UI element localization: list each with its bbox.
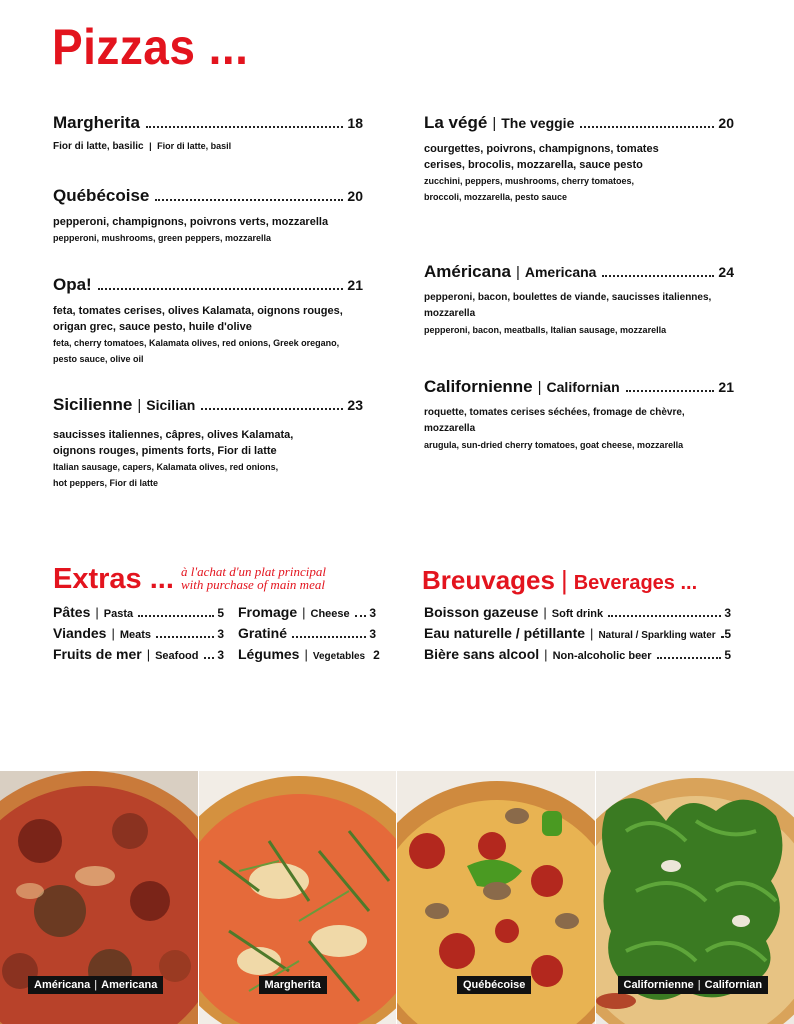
separator: | [560,565,568,595]
item-price: 5 [724,648,731,662]
item-name-en: Cheese [310,608,350,620]
caption-en: Californian [704,979,763,991]
separator: | [111,626,115,641]
leader-dots [721,636,722,638]
separator: | [137,397,142,414]
item-desc-en: arugula, sun-dried cherry tomatoes, goat cheese, mozzarella [424,440,684,450]
item-desc-fr: cerises, brocolis, mozzarella, sauce pesto [424,159,643,171]
beverage-item [424,625,731,641]
caption-fr: Québécoise [463,979,526,991]
leader-dots [657,657,722,659]
caption-fr: Américana [34,979,91,991]
extras-note-en: with purchase of main meal [181,577,325,592]
page-title: Pizzas ... [52,19,249,75]
item-name: Pâtes [53,604,91,620]
item-desc-fr: Fior di latte, basilic [53,141,144,152]
leader-dots [98,288,344,290]
extras-note-fr: à l'achat d'un plat principal [181,564,326,579]
item-price: 18 [347,115,363,131]
menu-item-quebecoise [53,186,363,246]
item-name-en: Californian [546,379,620,395]
item-desc-en: pesto sauce, olive oil [53,354,144,364]
item-name: Viandes [53,625,107,641]
item-desc-en: feta, cherry tomatoes, Kalamata olives, red onions, Greek oregano, [53,338,340,348]
extras-item [238,646,380,662]
beverages-title-fr: Breuvages [422,565,555,595]
item-price: 24 [718,264,734,280]
leader-dots [292,636,366,638]
item-name: Boisson gazeuse [424,604,539,620]
photo-americana [0,771,199,1024]
photo-quebecoise [397,771,596,1024]
menu-item-americana [424,262,734,338]
separator: | [590,626,594,641]
extras-item [238,625,376,641]
caption-fr: Margherita [264,979,321,991]
leader-dots [204,657,215,659]
extras-note [181,565,326,591]
item-desc-fr: pepperoni, bacon, boulettes de viande, saucisses italiennes, mozzarella [424,292,712,319]
leader-dots [602,275,714,277]
item-price: 20 [347,188,363,204]
menu-item-opa [53,275,363,367]
separator: | [95,605,99,620]
item-price: 3 [217,627,224,641]
item-name: Eau naturelle / pétillante [424,625,586,641]
separator: | [302,605,306,620]
item-name: Américana [424,262,511,281]
item-name: Sicilienne [53,395,133,414]
separator: | [537,379,542,396]
photo-caption [618,976,769,994]
beverage-item [424,604,731,620]
item-name-en: Americana [524,264,597,280]
photo-caption [259,976,327,994]
leader-dots [355,615,367,617]
pizza-photo-strip [0,771,794,1024]
leader-dots [156,636,214,638]
caption-fr: Californienne [623,979,694,991]
separator: | [697,979,701,991]
item-desc-fr: origan grec, sauce pesto, huile d'olive [53,321,252,333]
photo-caption [28,976,163,994]
item-desc-en: hot peppers, Fior di latte [53,478,159,488]
separator: | [544,647,548,662]
item-name-en: Vegetables [312,651,366,662]
item-desc-en: pepperoni, mushrooms, green peppers, mozzarella [53,233,272,243]
item-price: 3 [217,648,224,662]
leader-dots [201,408,343,410]
extras-item [53,646,224,662]
item-name: Bière sans alcool [424,646,540,662]
item-price: 5 [217,606,224,620]
leader-dots [146,126,344,128]
menu-item-californienne [424,377,734,453]
caption-en: Americana [101,979,158,991]
separator: | [149,141,152,151]
item-desc-en: Fior di latte, basil [157,141,232,151]
extras-item [53,604,224,620]
item-name-en: Soft drink [551,608,604,620]
extras-title: Extras ... [53,563,174,595]
item-desc-fr: feta, tomates cerises, olives Kalamata, oignons rouges, [53,305,343,317]
item-name-en: Non-alcoholic beer [552,650,652,662]
item-price: 23 [347,397,363,413]
item-name: Margherita [53,113,140,132]
separator: | [492,115,497,132]
item-desc-fr: pepperoni, champignons, poivrons verts, mozzarella [53,216,329,228]
item-price: 3 [369,606,376,620]
item-price: 3 [724,606,731,620]
separator: | [304,647,308,662]
item-desc-en: pepperoni, bacon, meatballs, Italian sausage, mozzarella [424,325,667,335]
item-name-en: Meats [119,629,152,641]
leader-dots [608,615,721,617]
beverages-title [422,565,697,596]
item-name: Californienne [424,377,533,396]
item-name: La végé [424,113,488,132]
separator: | [515,264,520,281]
beverage-item [424,646,731,662]
item-name: Opa! [53,275,92,294]
item-price: 3 [369,627,376,641]
separator: | [543,605,547,620]
menu-item-la-vege [424,113,734,205]
extras-item [53,625,224,641]
item-price: 21 [718,379,734,395]
item-desc-fr: saucisses italiennes, câpres, olives Kalamata, [53,429,294,441]
photo-californienne [596,771,794,1024]
leader-dots [138,615,214,617]
item-desc-fr: courgettes, poivrons, champignons, tomates [424,143,659,155]
item-name-en: The veggie [501,115,575,131]
item-name-en: Pasta [103,608,134,620]
item-desc-fr: oignons rouges, piments forts, Fior di latte [53,445,277,457]
item-price: 2 [373,648,380,662]
menu-item-margherita [53,113,363,152]
item-name: Légumes [238,646,300,662]
item-name-en: Seafood [155,650,199,662]
leader-dots [626,390,715,392]
item-name-en: Natural / Sparkling water [598,630,716,641]
item-desc-fr: roquette, tomates cerises séchées, fromage de chèvre, mozzarella [424,407,685,434]
item-desc-en: Italian sausage, capers, Kalamata olives, red onions, [53,462,279,472]
beverages-title-en: Beverages ... [573,572,698,594]
separator: | [146,647,151,662]
item-name: Fruits de mer [53,646,142,662]
item-price: 21 [347,277,363,293]
separator: | [94,979,98,991]
leader-dots [580,126,714,128]
photo-margherita [199,771,398,1024]
item-desc-en: zucchini, peppers, mushrooms, cherry tomatoes, [424,176,635,186]
item-name-en: Sicilian [146,397,196,413]
menu-item-sicilienne [53,395,363,491]
item-name: Gratiné [238,625,288,641]
item-price: 20 [718,115,734,131]
extras-item [238,604,376,620]
item-name: Québécoise [53,186,150,205]
item-price: 5 [724,627,731,641]
photo-caption [457,976,531,994]
item-desc-en: broccoli, mozzarella, pesto sauce [424,192,568,202]
item-name: Fromage [238,604,298,620]
leader-dots [155,199,343,201]
